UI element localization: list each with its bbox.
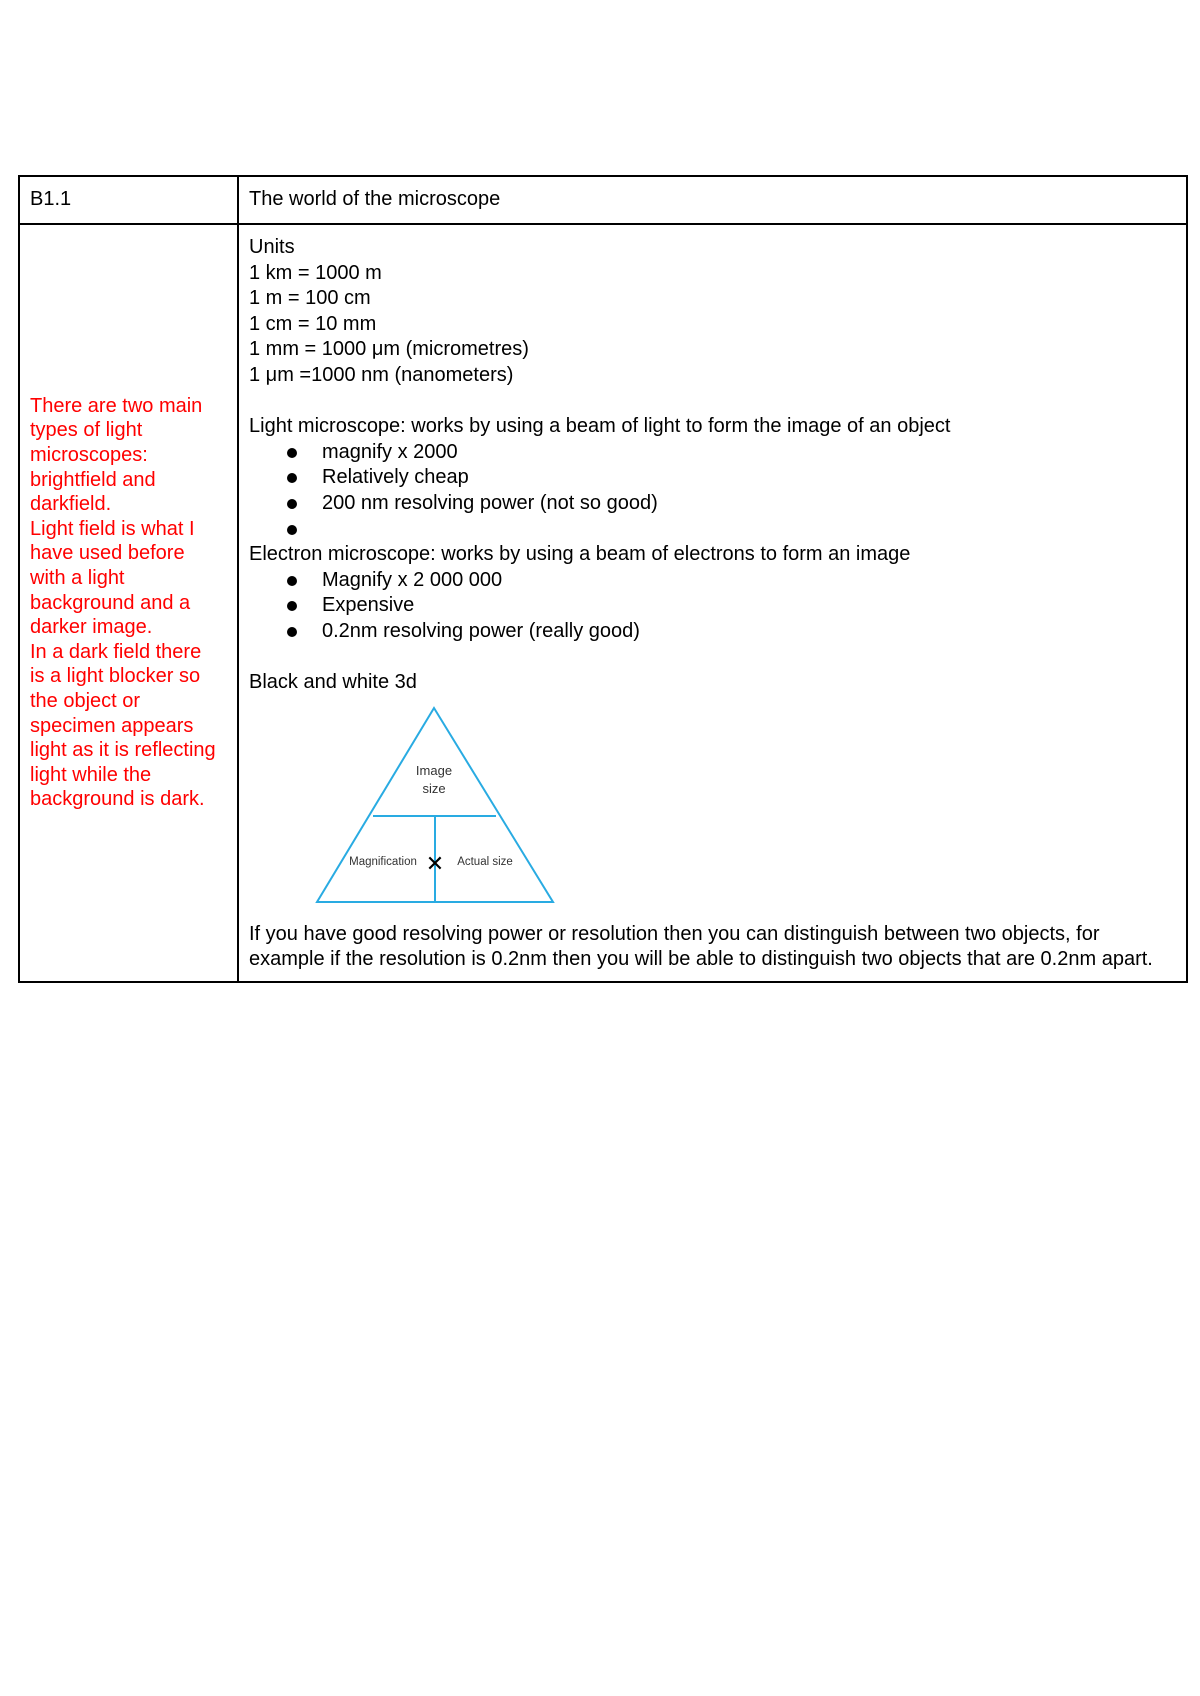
bullet-icon [287,448,297,458]
image-label-line2: size [422,780,446,796]
side-note-cell [19,224,238,982]
light-microscope-list [249,440,1176,542]
units-heading: Units [249,236,295,258]
magnification-triangle-diagram [249,700,609,920]
bullet-icon [287,627,297,637]
list-item [249,593,1176,619]
bullet-icon [287,499,297,509]
bullet-icon [287,601,297,611]
light-microscope-text: Light microscope: works by using a beam of light to form the image of an object [249,415,951,438]
main-content-cell [238,224,1187,982]
list-item [249,491,1176,517]
image-label-line1: Image [415,762,453,778]
black-white-text: Black and white 3d [249,671,417,694]
topic-title-cell [238,176,1187,224]
list-item-text: 0.2nm resolving power (really good) [322,619,640,642]
resolution-paragraph: If you have good resolving power or resolution then you can distinguish between two objects, for example if the resolution is 0.2nm then you will be able to distinguish two objects that are 0.2nm apart. [249,922,1153,971]
list-item-text: Expensive [322,594,415,617]
list-item [249,568,1176,594]
list-item-text: magnify x 2000 [322,440,458,463]
bullet-icon [287,525,297,535]
list-item [249,517,1176,543]
unit-line: 1 μm =1000 nm (nanometers) [249,363,514,386]
magnification-label: Magnification [349,855,417,868]
side-note: There are two main types of light microscopes: brightfield and darkfield. Light field is what I have used before with a light background and a darker image. In a dark field there is a light blocker so the object or specimen appears light as it is reflecting light while the background is dark. [30,394,216,811]
content-row [19,224,1187,982]
actual-size-label: Actual size [457,855,513,868]
electron-microscope-text: Electron microscope: works by using a beam of electrons to form an image [249,543,911,566]
unit-line: 1 cm = 10 mm [249,312,377,335]
bullet-icon [287,473,297,483]
unit-line: 1 mm = 1000 μm (micrometres) [249,338,529,361]
electron-microscope-list [249,568,1176,645]
list-item [249,465,1176,491]
header-row [19,176,1187,224]
triangle-svg [249,700,609,920]
unit-line: 1 km = 1000 m [249,261,382,284]
topic-title: The world of the microscope [249,188,501,210]
list-item [249,619,1176,645]
list-item-text: Relatively cheap [322,466,469,489]
unit-line: 1 m = 100 cm [249,287,371,310]
topic-code-cell [19,176,238,224]
list-item-text: 200 nm resolving power (not so good) [322,491,658,514]
list-item-text: Magnify x 2 000 000 [322,568,503,591]
spacer [249,645,1176,671]
bullet-icon [287,576,297,586]
notes-table [18,175,1188,983]
topic-code: B1.1 [30,188,72,210]
multiply-icon: ✕ [425,851,445,877]
spacer [249,389,1176,415]
list-item [249,440,1176,466]
